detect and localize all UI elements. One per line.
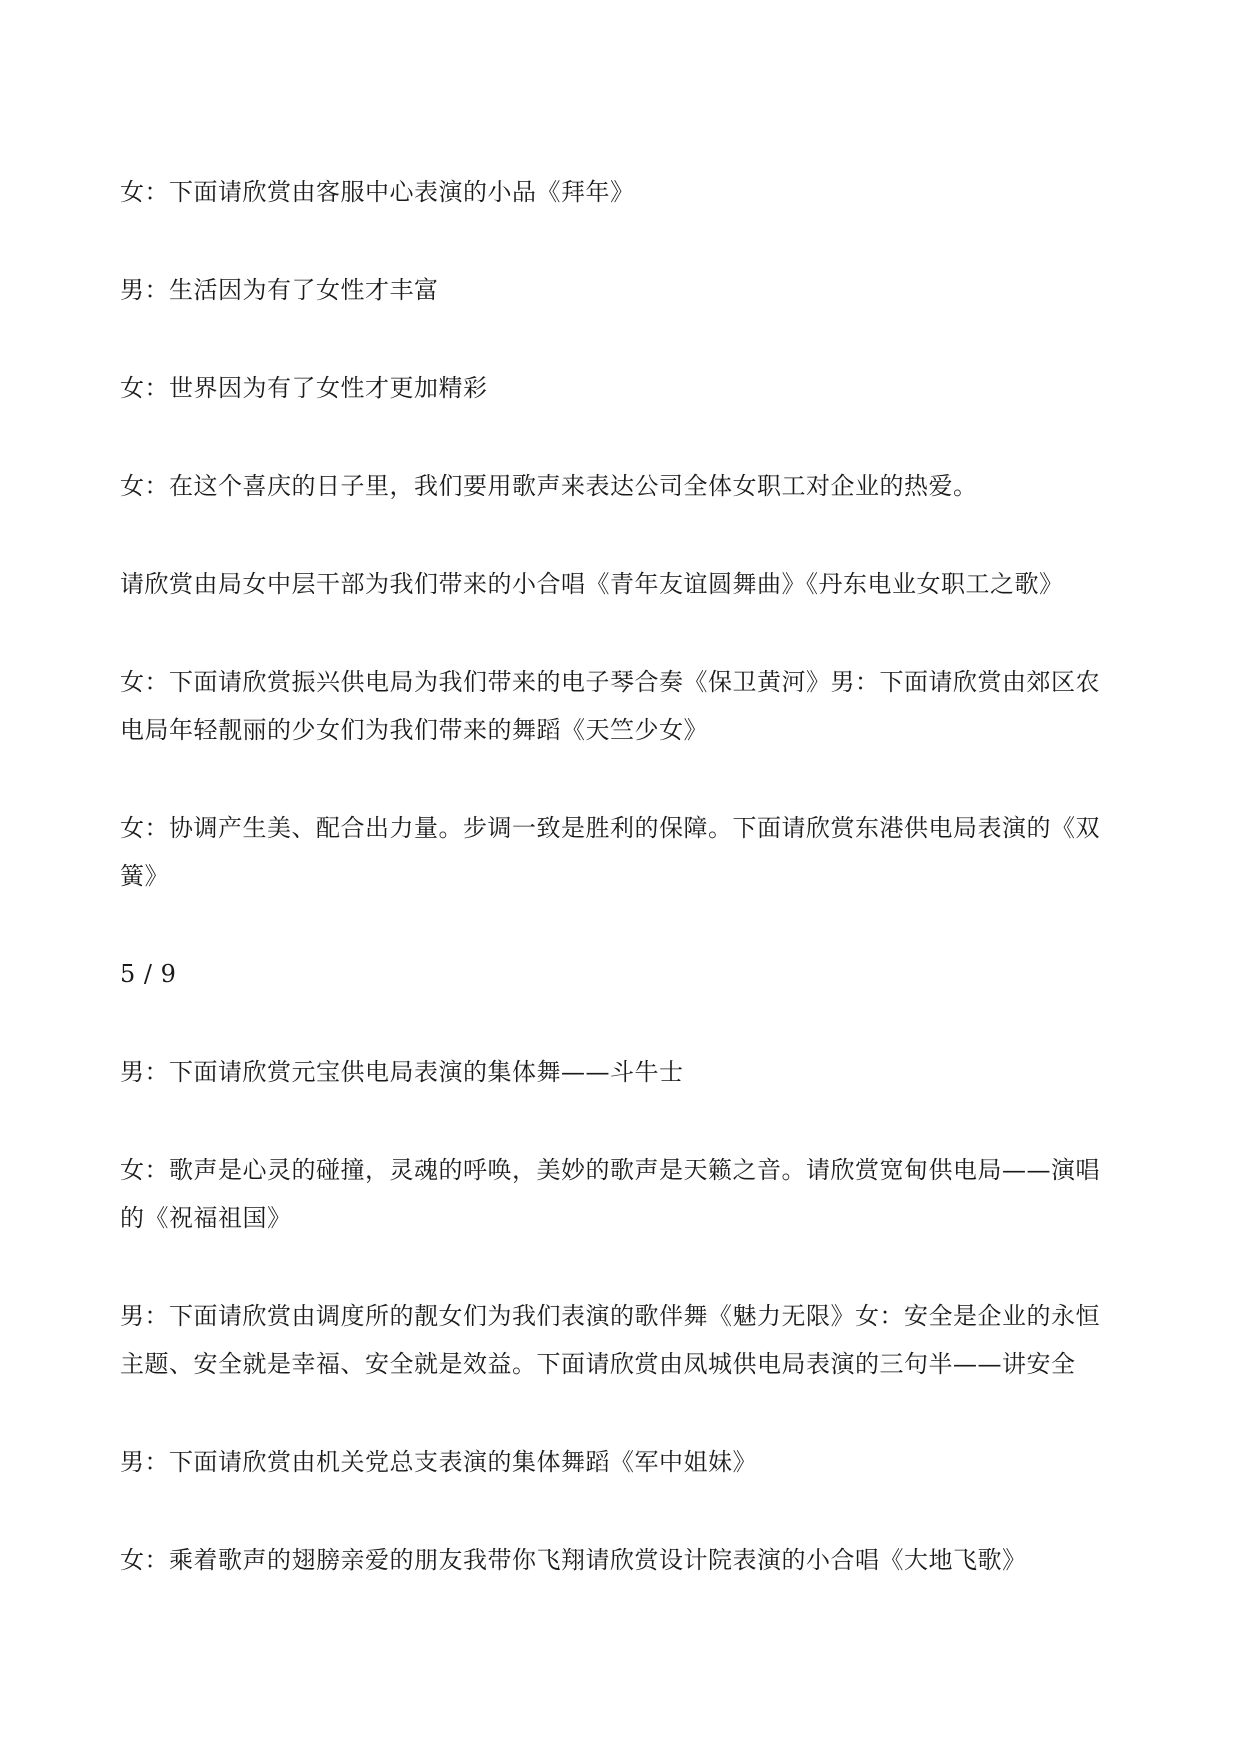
paragraph-line: 请欣赏由局女中层干部为我们带来的小合唱《青年友谊圆舞曲》《丹东电业女职工之歌》 [120,570,1064,598]
paragraph-line: 男：下面请欣赏由机关党总支表演的集体舞蹈《军中姐妹》 [120,1448,757,1476]
paragraph-line: 电局年轻靓丽的少女们为我们带来的舞蹈《天竺少女》 [120,716,708,744]
paragraph-line: 女：在这个喜庆的日子里，我们要用歌声来表达公司全体女职工对企业的热爱。 [120,472,978,500]
paragraph-line: 女：世界因为有了女性才更加精彩 [120,374,488,402]
paragraph-line: 男：生活因为有了女性才丰富 [120,276,439,304]
paragraph-line: 女：协调产生美、配合出力量。步调一致是胜利的保障。下面请欣赏东港供电局表演的《双 [120,814,1100,842]
paragraph-line: 女：下面请欣赏振兴供电局为我们带来的电子琴合奏《保卫黄河》男：下面请欣赏由郊区农 [120,668,1100,696]
paragraph-line: 女：下面请欣赏由客服中心表演的小品《拜年》 [120,178,635,206]
page-number: 5 / 9 [120,960,177,988]
paragraph-line: 主题、安全就是幸福、安全就是效益。下面请欣赏由凤城供电局表演的三句半——讲安全 [120,1350,1076,1378]
paragraph-line: 女：乘着歌声的翅膀亲爱的朋友我带你飞翔请欣赏设计院表演的小合唱《大地飞歌》 [120,1546,1027,1574]
paragraph-line: 男：下面请欣赏元宝供电局表演的集体舞——斗牛士 [120,1058,684,1086]
paragraph-line: 簧》 [120,862,169,890]
paragraph-line: 女：歌声是心灵的碰撞，灵魂的呼唤，美妙的歌声是天籁之音。请欣赏宽甸供电局——演唱 [120,1156,1100,1184]
paragraph-line: 男：下面请欣赏由调度所的靓女们为我们表演的歌伴舞《魅力无限》女：安全是企业的永恒 [120,1302,1100,1330]
paragraph-line: 的《祝福祖国》 [120,1204,292,1232]
